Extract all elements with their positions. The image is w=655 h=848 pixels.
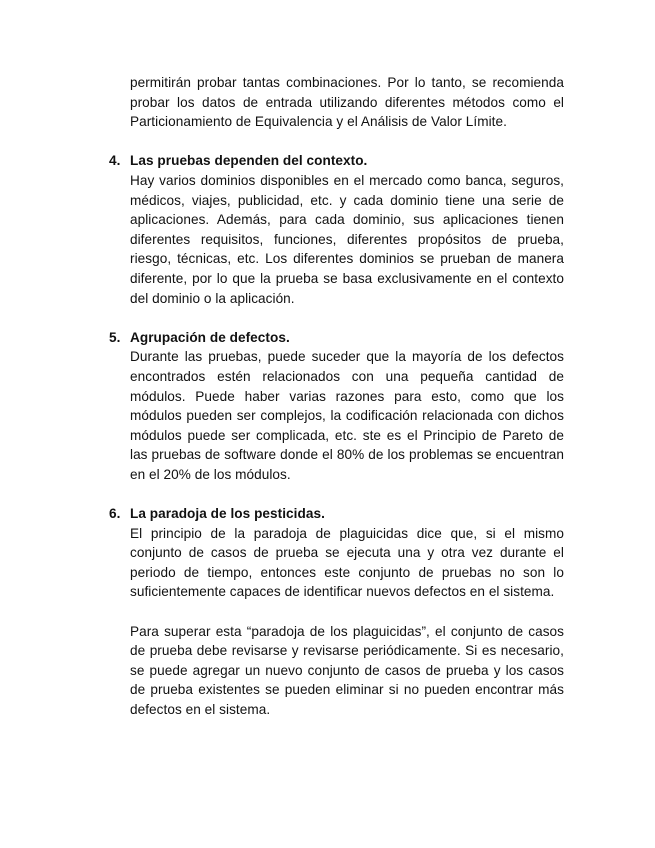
- section-paragraph: Para superar esta “paradoja de los plaguicidas”, el conjunto de casos de prueba debe revisarse y revisarse periódicamente. Si es necesario, se puede agregar un nuevo conjunto de casos de prueba y los casos de prueba existentes se pueden eliminar si no pueden encontrar más defectos en el sistema.: [130, 623, 564, 717]
- section-number: 4.: [109, 153, 121, 169]
- section-defect-clustering: [109, 328, 564, 485]
- section-context: [109, 151, 564, 308]
- section-paragraph: El principio de la paradoja de plaguicidas dice que, si el mismo conjunto de casos de prueba se ejecuta una y otra vez durante el periodo de tiempo, entonces este conjunto de pruebas no son lo suficientemente capaces de identificar nuevos defectos en el sistema.: [130, 525, 564, 600]
- section-paragraph: Durante las pruebas, puede suceder que la mayoría de los defectos encontrados estén relacionados con una pequeña cantidad de módulos. Puede haber varias razones para esto, como que los módulos pueden ser complejos, la codificación relacionada con dichos módulos puede ser complicada, etc. ste es el Principio de Pareto de las pruebas de software donde el 80% de los problemas se encuentran en el 20% de los módulos.: [130, 349, 564, 482]
- section-paragraph: Hay varios dominios disponibles en el mercado como banca, seguros, médicos, viajes, publicidad, etc. y cada dominio tiene una serie de aplicaciones. Además, para cada dominio, sus aplicaciones tienen diferentes requisitos, funciones, diferentes propósitos de prueba, riesgo, técnicas, etc. Los diferentes dominios se prueban de manera diferente, por lo que la prueba se basa exclusivamente en el contexto del dominio o la aplicación.: [130, 172, 564, 306]
- intro-paragraph: permitirán probar tantas combinaciones. Por lo tanto, se recomienda probar los datos de entrada utilizando diferentes métodos como el Particionamiento de Equivalencia y el Análisis de Valor Límite.: [130, 75, 564, 130]
- document-body: [109, 73, 564, 720]
- paragraph-gap: [130, 602, 564, 622]
- section-number: 6.: [109, 506, 121, 522]
- section-title: Agrupación de defectos.: [130, 329, 290, 345]
- section-title: Las pruebas dependen del contexto.: [130, 153, 368, 169]
- section-pesticide-paradox: [109, 504, 564, 720]
- section-title: La paradoja de los pesticidas.: [130, 506, 325, 522]
- section-number: 5.: [109, 329, 121, 345]
